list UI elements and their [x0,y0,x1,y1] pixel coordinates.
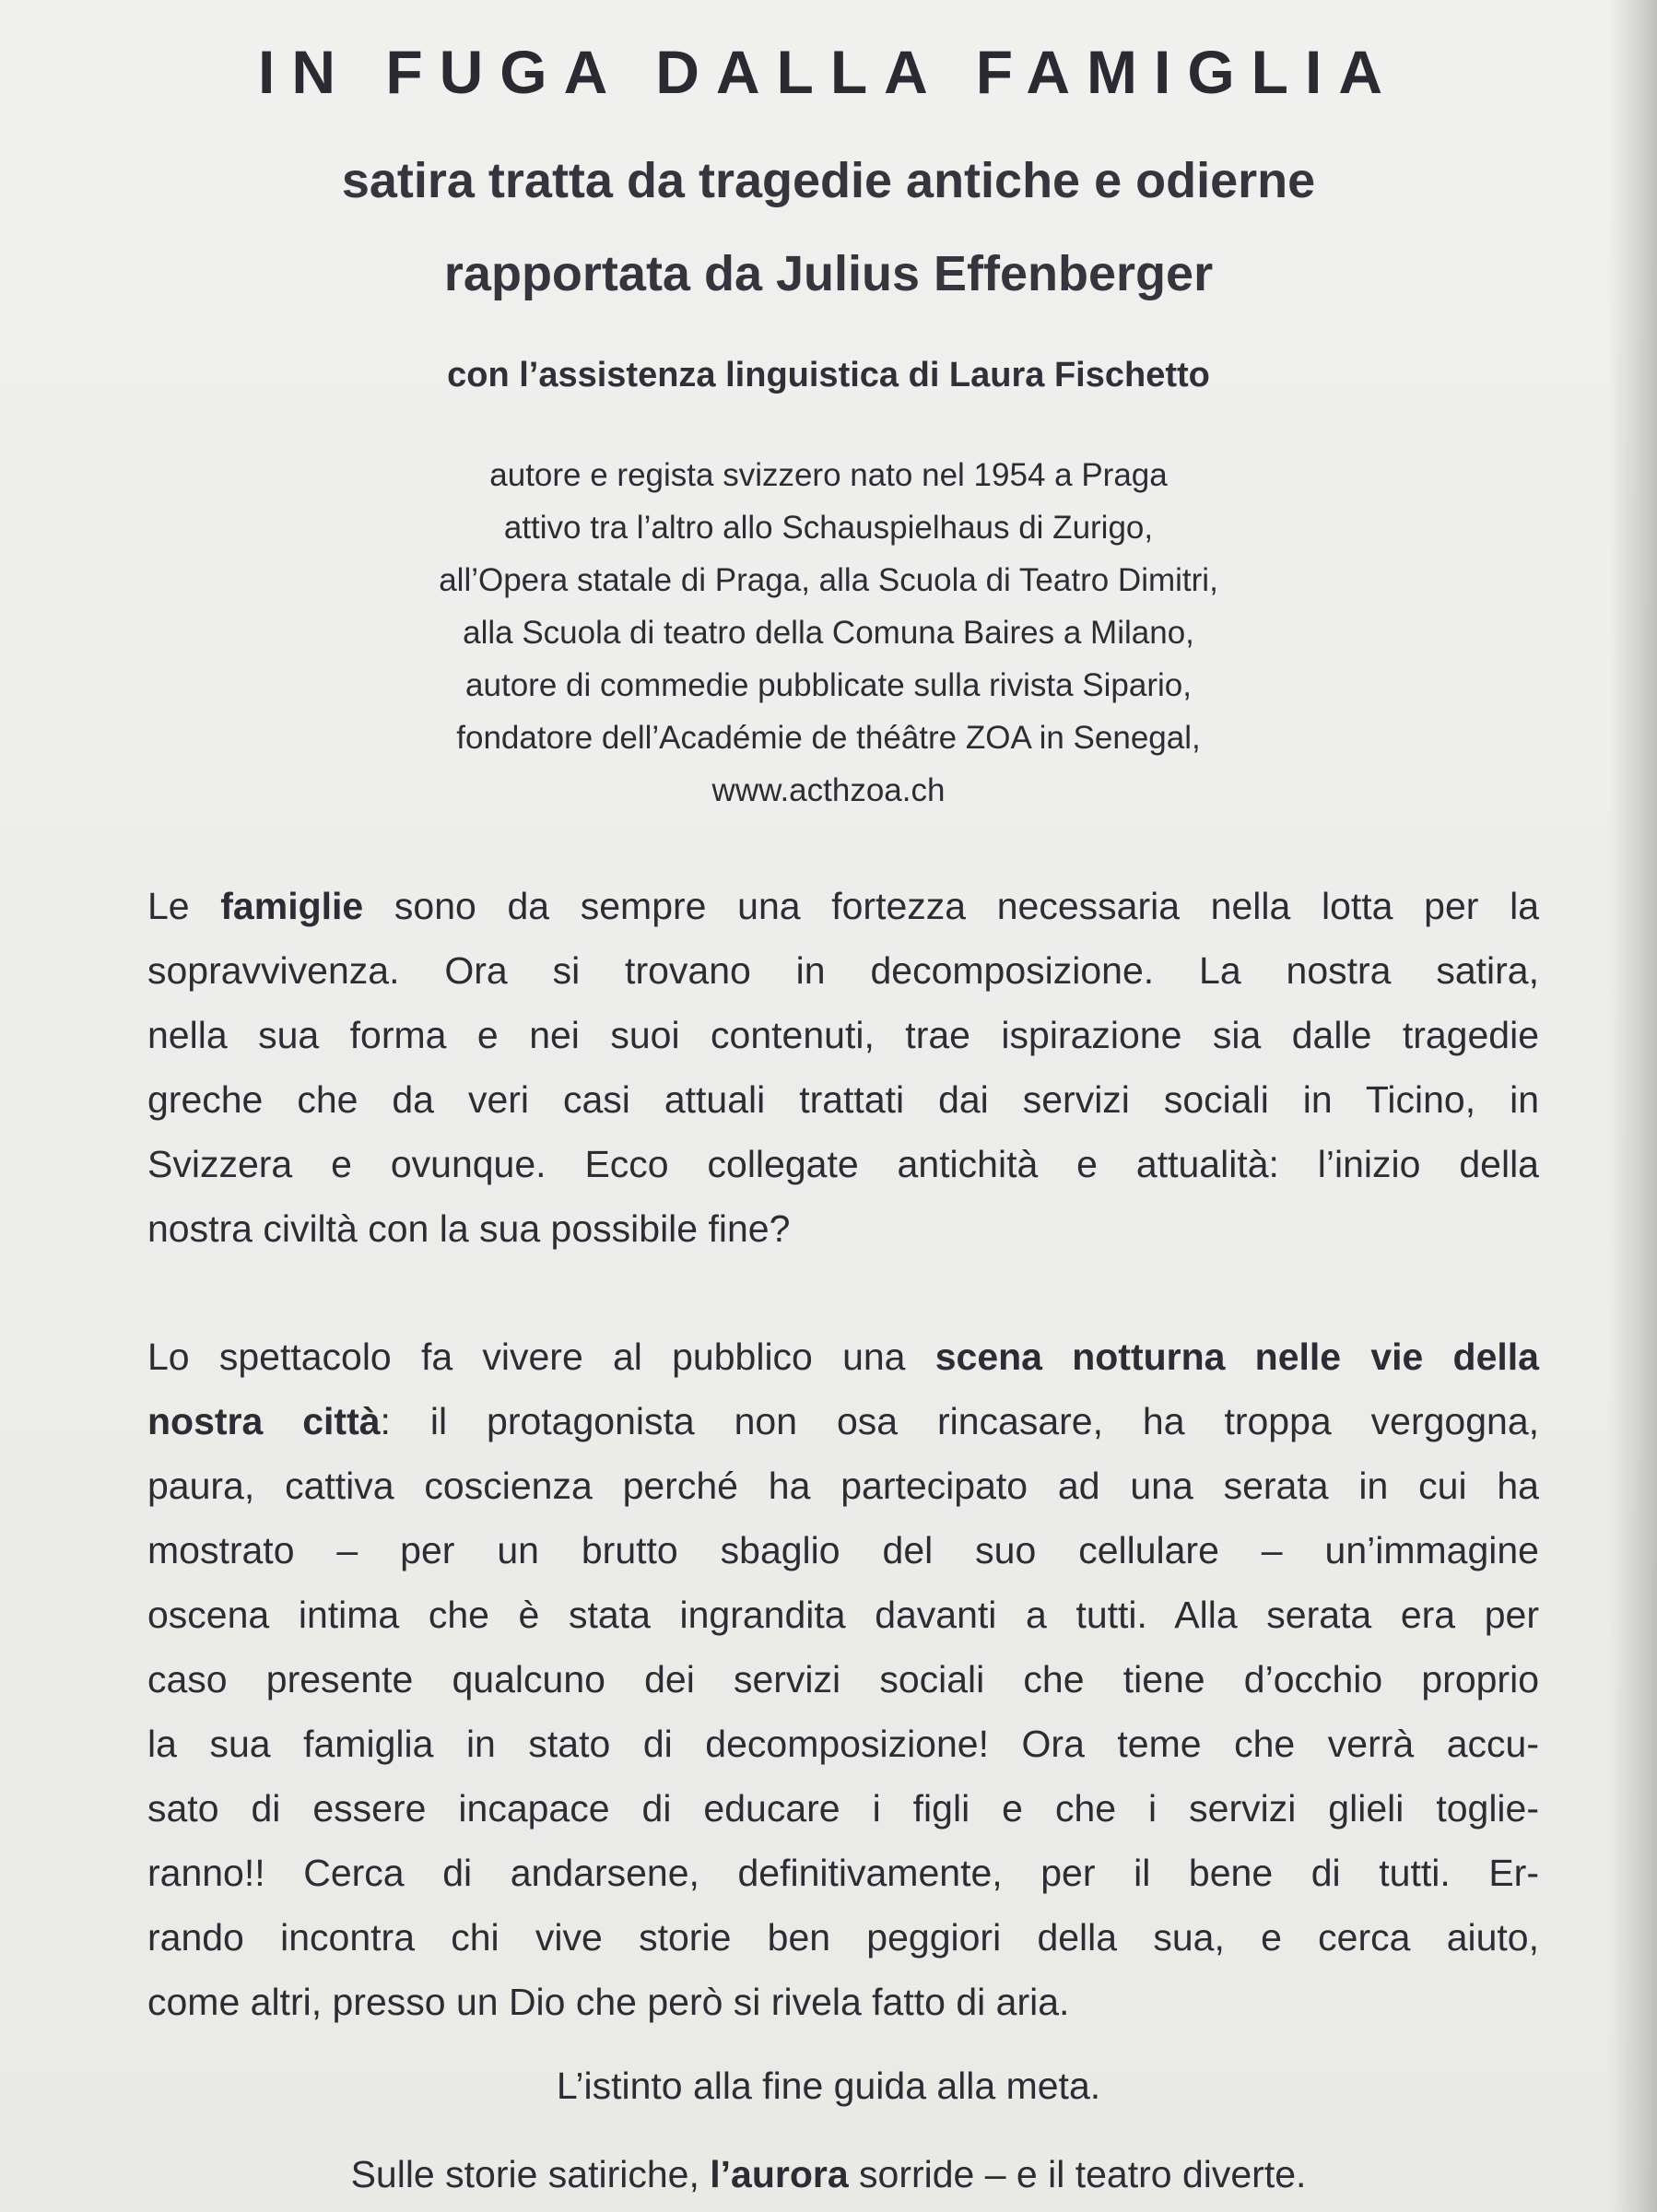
closing-line-1: L’istinto alla fine guida alla meta. [556,2065,1101,2107]
paragraph-line: come altri, presso un Dio che però si rivela fatto di aria. [147,1981,1070,2023]
bio-line: autore e regista svizzero nato nel 1954 a Praga [489,457,1168,493]
author-bio [0,449,1657,817]
bio-line: fondatore dell’Académie de théâtre ZOA in Senegal, [456,720,1201,756]
subtitle-line-2: rapportata da Julius Effenberger [443,246,1214,301]
bold-text: nostra città [147,1400,381,1442]
bold-text: famiglie [220,885,364,927]
bio-line: all’Opera statale di Praga, alla Scuola di Teatro Dimitri, [439,562,1218,598]
text-segment: sorride – e il teatro diverte. [848,2153,1307,2195]
paragraph-line: la sua famiglia in stato di decomposizione! Ora teme che verrà accu- [147,1723,1539,1765]
page-edge-shadow [1609,0,1657,2212]
bio-website: www.acthzoa.ch [711,772,946,808]
bold-text: l’aurora [710,2153,849,2195]
bold-text: scena notturna nelle vie della [934,1335,1539,1378]
bio-line: attivo tra l’altro allo Schauspielhaus di Zurigo, [503,510,1154,546]
paragraph-line: sato di essere incapace di educare i figli e che i servizi glieli toglie- [147,1787,1539,1830]
bio-line: alla Scuola di teatro della Comuna Baires a Milano, [463,615,1194,651]
paragraph-line [147,1324,1539,1389]
paragraph-line: ranno!! Cerca di andarsene, definitivamente, per il bene di tutti. Er- [147,1852,1539,1894]
paragraph-families [147,874,1539,1261]
paragraph-line: sopravvivenza. Ora si trovano in decomposizione. La nostra satira, [147,949,1539,992]
linguistic-assistance-credit: con l’assistenza linguistica di Laura Fischetto [447,356,1210,394]
paragraph-line: paura, cattiva coscienza perché ha partecipato ad una serata in cui ha [147,1465,1539,1507]
page-title: IN FUGA DALLA FAMIGLIA [257,38,1399,106]
paragraph-line: oscena intima che è stata ingrandita davanti a tutti. Alla serata era per [147,1594,1539,1636]
text-segment: Sulle storie satiriche, [350,2153,711,2195]
paragraph-line: greche che da veri casi attuali trattati dai servizi sociali in Ticino, in [147,1078,1539,1121]
paragraph-line: rando incontra chi vive storie ben peggiori della sua, e cerca aiuto, [147,1916,1539,1959]
paragraph-line: caso presente qualcuno dei servizi sociali che tiene d’occhio proprio [147,1658,1539,1700]
closing-line-2 [0,2153,1657,2196]
paragraph-show-description [147,1324,1539,2034]
paragraph-line: mostrato – per un brutto sbaglio del suo cellulare – un’immagine [147,1529,1539,1571]
paragraph-line [147,1389,1539,1453]
paragraph-line: nella sua forma e nei suoi contenuti, trae ispirazione sia dalle tragedie [147,1014,1539,1056]
subtitle-line-1: satira tratta da tragedie antiche e odierne [341,153,1316,208]
paragraph-line [147,874,1539,938]
paragraph-line: Svizzera e ovunque. Ecco collegate antichità e attualità: l’inizio della [147,1143,1539,1185]
text-segment: Le [147,885,221,927]
bio-line: autore di commedie pubblicate sulla rivista Sipario, [465,667,1192,703]
text-segment: Lo spettacolo fa vivere al pubblico una [147,1335,935,1378]
text-segment: : il protagonista non osa rincasare, ha troppa vergogna, [380,1400,1540,1442]
text-segment: sono da sempre una fortezza necessaria nella lotta per la [363,885,1539,927]
paragraph-line: nostra civiltà con la sua possibile fine? [147,1207,791,1250]
